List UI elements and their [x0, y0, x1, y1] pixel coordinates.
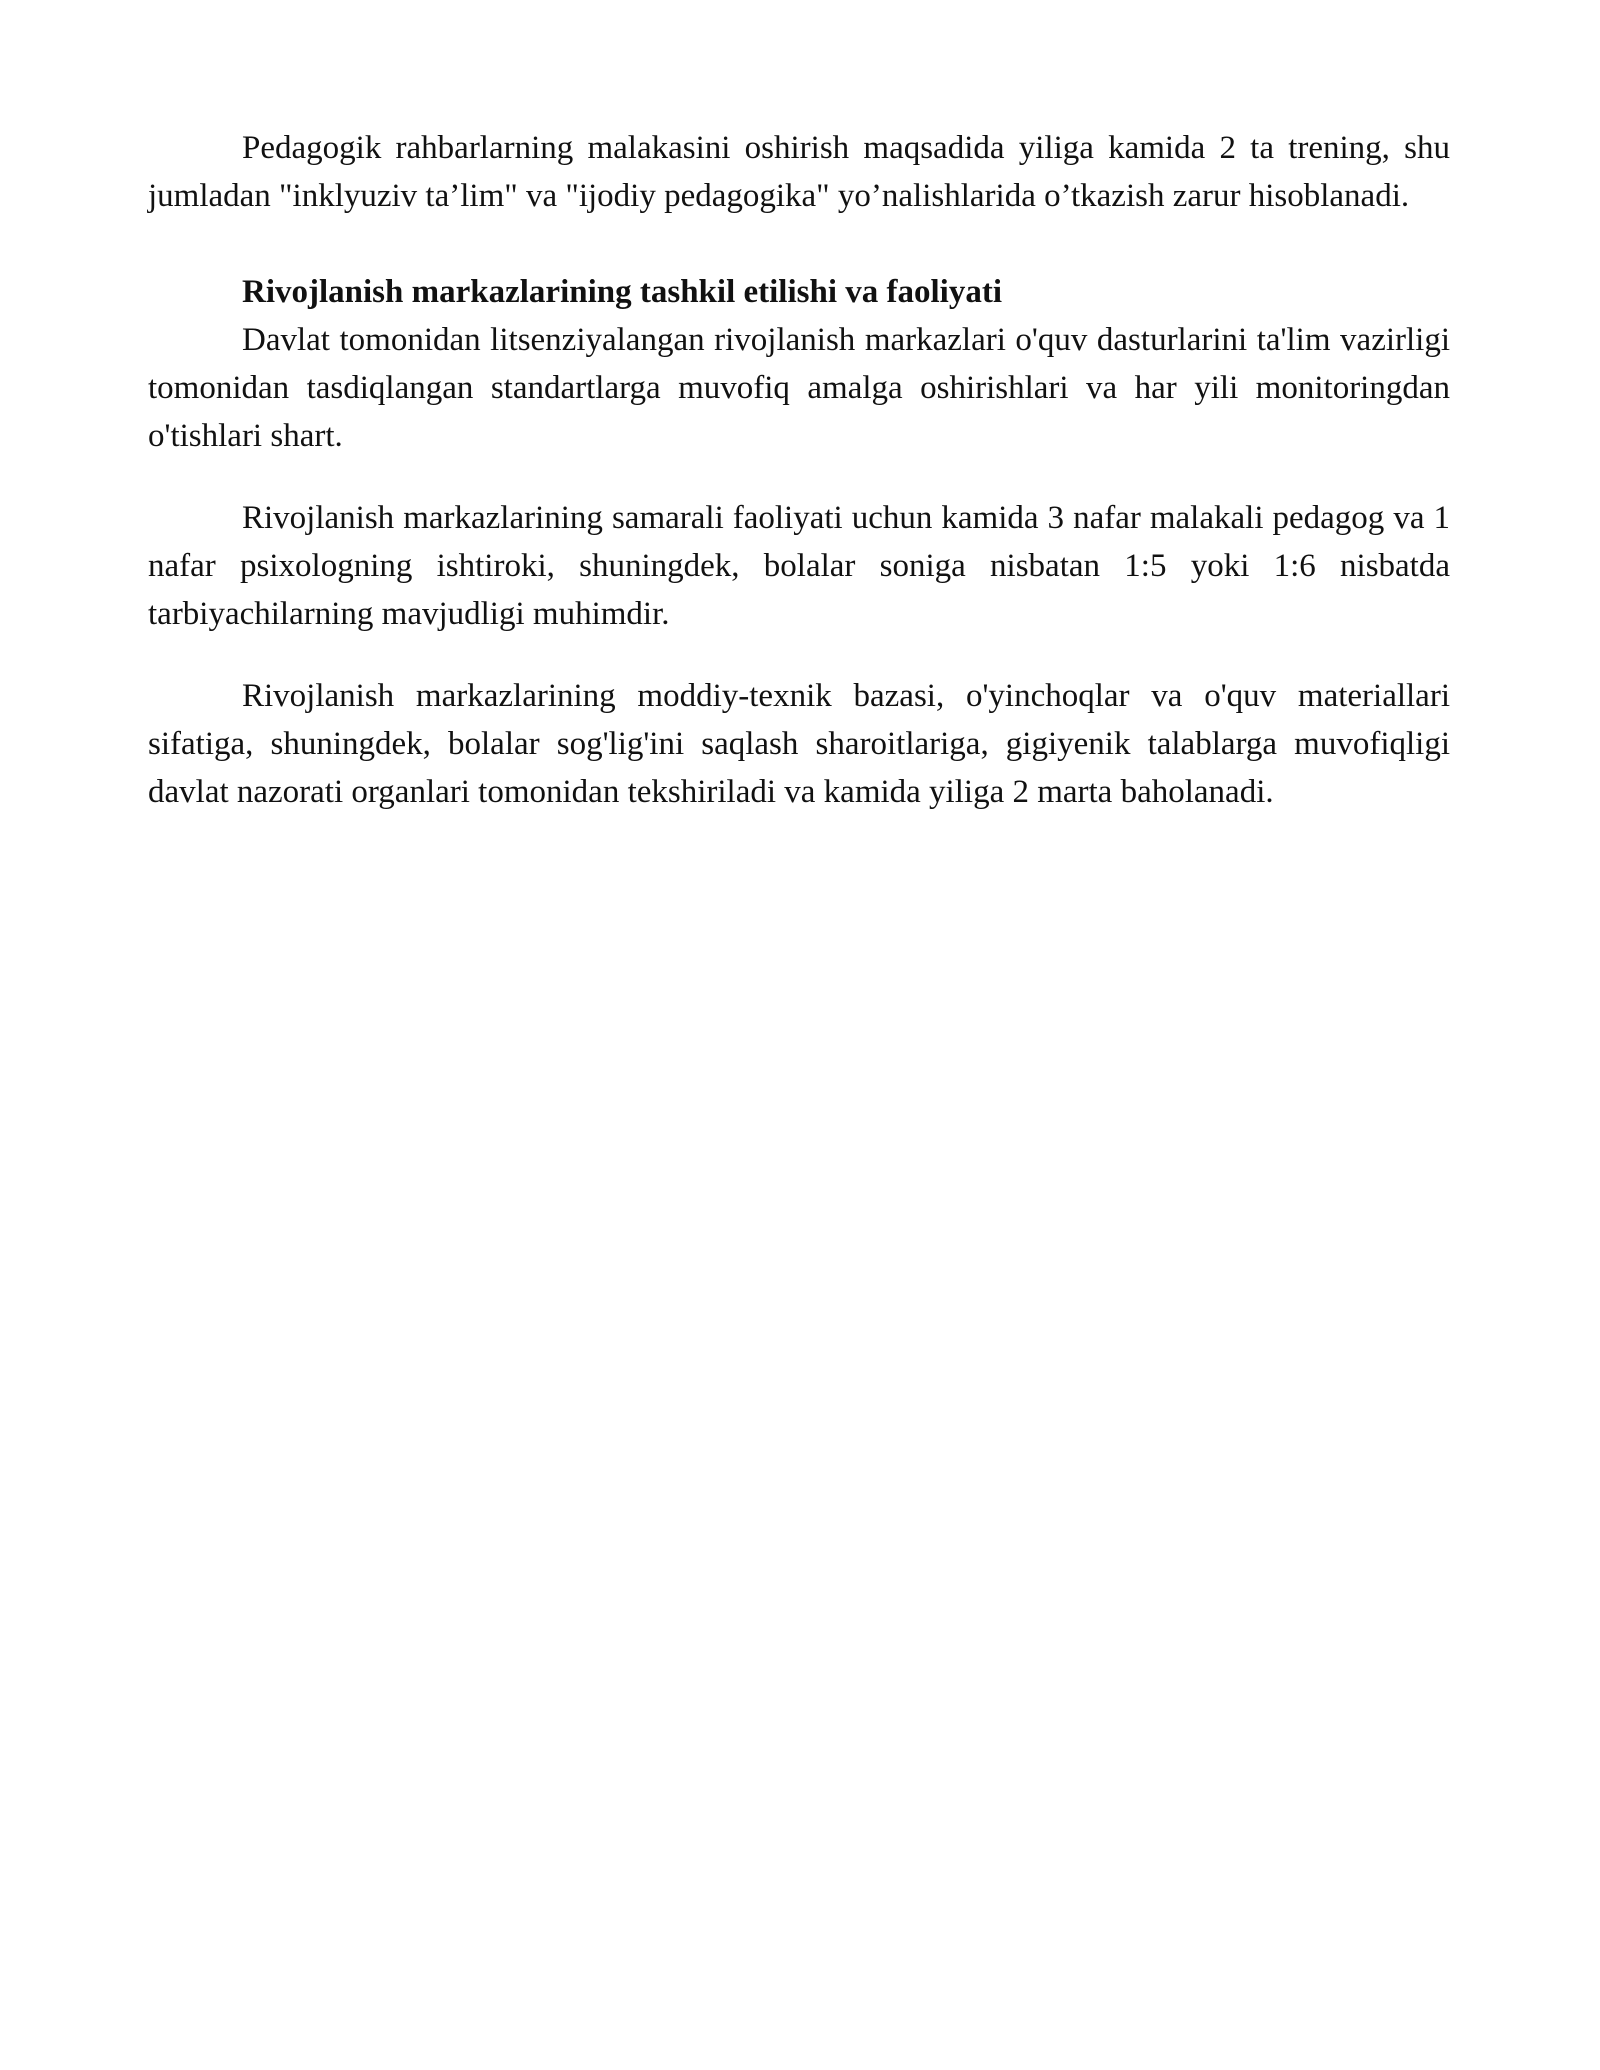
paragraph-licensing: Davlat tomonidan litsenziyalangan rivojlanish markazlari o'quv dasturlarini ta'lim vazirligi tomonidan tasdiqlangan standartlarga muvofiq amalga oshirishlari va har yili monitoringdan o'tishlari shart.	[148, 322, 1450, 454]
paragraph-staffing: Rivojlanish markazlarining samarali faoliyati uchun kamida 3 nafar malakali pedagog va 1 nafar psixologning ishtiroki, shuningdek, bolalar soniga nisbatan 1:5 yoki 1:6 nisbatda tarbiyachilarning mavjudligi muhimdir.	[148, 500, 1450, 632]
paragraph-inspection: Rivojlanish markazlarining moddiy-texnik bazasi, o'yinchoqlar va o'quv materiallari sifatiga, shuningdek, bolalar sog'lig'ini saqlash sharoitlariga, gigiyenik talablarga muvofiqligi davlat nazorati organlari tomonidan tekshiriladi va kamida yiliga 2 marta baholanadi.	[148, 678, 1450, 810]
section-heading: Rivojlanish markazlarining tashkil etilishi va faoliyati	[242, 274, 1002, 310]
document-body	[148, 124, 1450, 816]
paragraph-trainings: Pedagogik rahbarlarning malakasini oshirish maqsadida yiliga kamida 2 ta trening, shu jumladan "inklyuziv ta’lim" va "ijodiy pedagogika" yo’nalishlarida o’tkazish zarur hisoblanadi.	[148, 130, 1450, 214]
